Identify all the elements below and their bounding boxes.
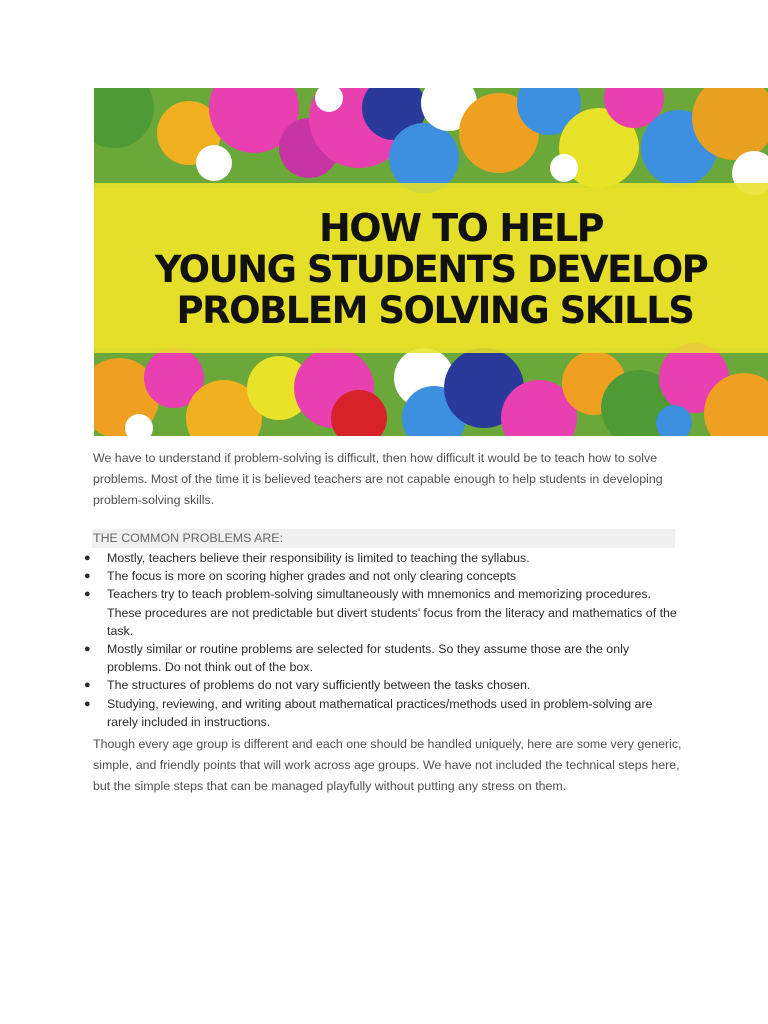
bullet-icon: ● xyxy=(84,679,91,692)
banner-title-line: YOUNG STUDENTS DEVELOP xyxy=(154,248,708,291)
banner-title-line: PROBLEM SOLVING SKILLS xyxy=(176,289,694,332)
closing-paragraph: Though every age group is different and each one should be handled uniquely, here are some very generic, simple, and friendly points that will work across age groups. We have not included the technical steps here, but the simple steps that can be managed playfully without putting any stress on them. xyxy=(93,737,682,793)
list-item-text: Mostly, teachers believe their responsibility is limited to teaching the syllabus. xyxy=(107,551,530,565)
bullet-icon: ● xyxy=(84,570,91,583)
list-item xyxy=(0,567,680,585)
list-item-text: Teachers try to teach problem-solving simultaneously with mnemonics and memorizing procedures. These procedures are not predictable but divert students’ focus from the literacy and mathematics of the task. xyxy=(107,587,677,638)
banner-title-line: HOW TO HELP xyxy=(318,206,604,250)
list-item xyxy=(0,640,680,676)
bullet-icon: ● xyxy=(84,643,91,656)
banner-image xyxy=(94,88,768,436)
list-item-text: The structures of problems do not vary sufficiently between the tasks chosen. xyxy=(107,678,531,693)
list-item xyxy=(0,549,680,567)
problems-list xyxy=(0,549,680,731)
list-item xyxy=(0,585,680,640)
list-item-text: Mostly similar or routine problems are selected for students. So they assume those are the only problems. Do not think out of the box. xyxy=(107,642,630,675)
section-heading: THE COMMON PROBLEMS ARE: xyxy=(92,529,675,548)
list-item-text: The focus is more on scoring higher grades and not only clearing concepts xyxy=(107,569,517,584)
list-item-text: Studying, reviewing, and writing about mathematical practices/methods used in problem-solving are rarely included in instructions. xyxy=(107,696,653,729)
intro-paragraph: We have to understand if problem-solving is difficult, then how difficult it would be to teach how to solve problems. Most of the time it is believed teachers are not capable enough to help students in developing problem-solving skills. xyxy=(93,451,663,507)
list-item xyxy=(0,695,680,731)
list-item xyxy=(0,676,680,694)
bullet-icon: ● xyxy=(84,552,91,564)
banner-title xyxy=(94,208,768,331)
bullet-icon: ● xyxy=(84,588,91,601)
bullet-icon: ● xyxy=(84,697,91,710)
